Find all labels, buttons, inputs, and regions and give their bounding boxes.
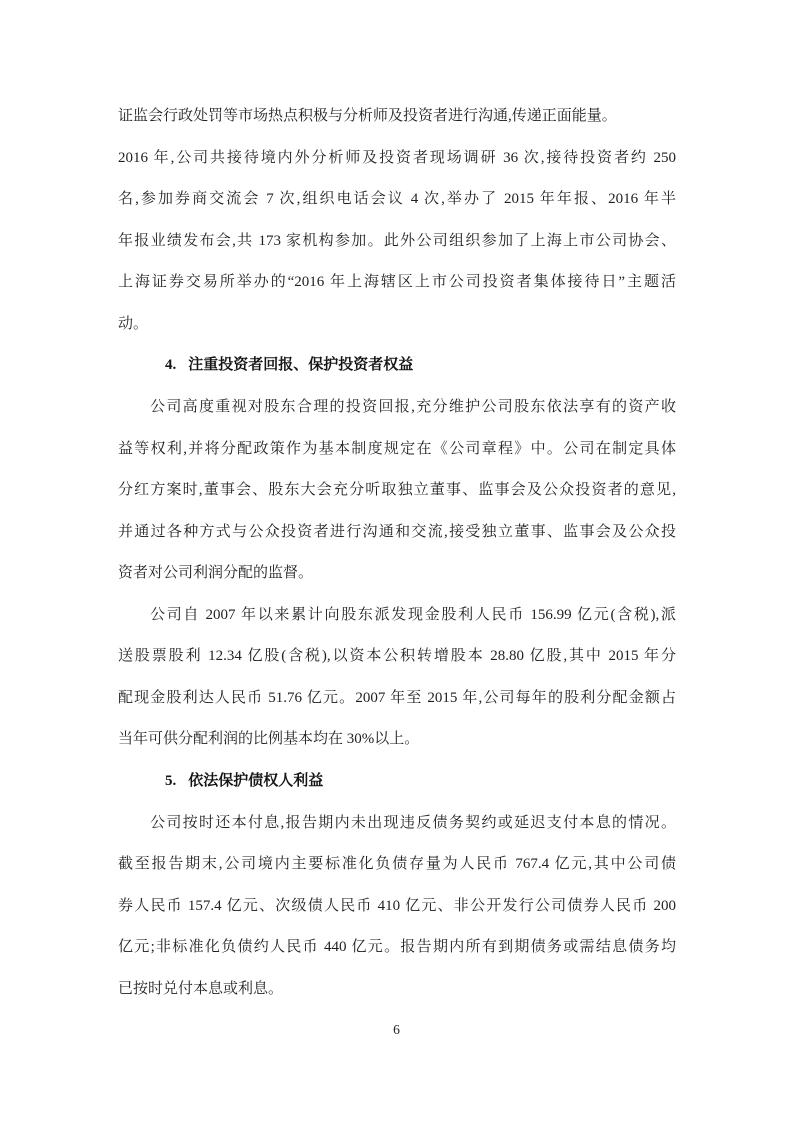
text-line: 券人民币 157.4 亿元、次级债人民币 410 亿元、非公开发行公司债券人民币 200 [118,897,676,914]
text-line: 2016 年,公司共接待境内外分析师及投资者现场调研 36 次,接待投资者约 250 [118,149,676,166]
text-line: 亿元;非标准化负债约人民币 440 亿元。报告期内所有到期债务或需结息债务均 [118,939,676,956]
heading-title: 注重投资者回报、保护投资者权益 [188,357,414,374]
section-heading-5 [118,761,676,803]
section-heading-4 [118,345,676,387]
page-footer [0,1021,793,1039]
page-body-text [118,96,676,1010]
heading-number: 4. [165,357,177,374]
text-line: 送股票股利 12.34 亿股(含税),以资本公积转增股本 28.80 亿股,其中 2015 年分 [118,648,676,665]
text-line: 公司按时还本付息,报告期内未出现违反债务契约或延迟支付本息的情况。 [150,814,676,831]
text-line: 动。 [118,315,149,332]
text-line: 配现金股利达人民币 51.76 亿元。2007 年至 2015 年,公司每年的股利分配金额占 [118,689,676,706]
text-line: 分红方案时,董事会、股东大会充分听取独立董事、监事会及公众投资者的意见, [118,482,676,499]
text-line: 资者对公司利润分配的监督。 [118,565,314,582]
text-line: 并通过各种方式与公众投资者进行沟通和交流,接受独立董事、监事会及公众投 [118,523,676,540]
heading-title: 依法保护债权人利益 [188,773,324,789]
text-line: 当年可供分配利润的比例基本均在 30%以上。 [118,731,420,748]
text-line: 年报业绩发布会,共 173 家机构参加。此外公司组织参加了上海上市公司协会、 [118,232,676,249]
text-line: 截至报告期末,公司境内主要标准化负债存量为人民币 767.4 亿元,其中公司债 [118,856,676,873]
text-line: 证监会行政处罚等市场热点积极与分析师及投资者进行沟通,传递正面能量。 [118,108,617,124]
text-line: 上海证券交易所举办的“2016 年上海辖区上市公司投资者集体接待日”主题活 [118,274,676,291]
text-line: 已按时兑付本息或利息。 [118,980,284,997]
text-line: 名,参加券商交流会 7 次,组织电话会议 4 次,举办了 2015 年年报、2016 年半 [118,191,676,208]
heading-number: 5. [165,773,177,789]
text-line: 公司高度重视对股东合理的投资回报,充分维护公司股东依法享有的资产收 [150,398,676,415]
text-line: 益等权利,并将分配政策作为基本制度规定在《公司章程》中。公司在制定具体 [118,440,676,457]
text-line: 公司自 2007 年以来累计向股东派发现金股利人民币 156.99 亿元(含税),派 [150,606,676,623]
page-number: 6 [393,1022,400,1037]
